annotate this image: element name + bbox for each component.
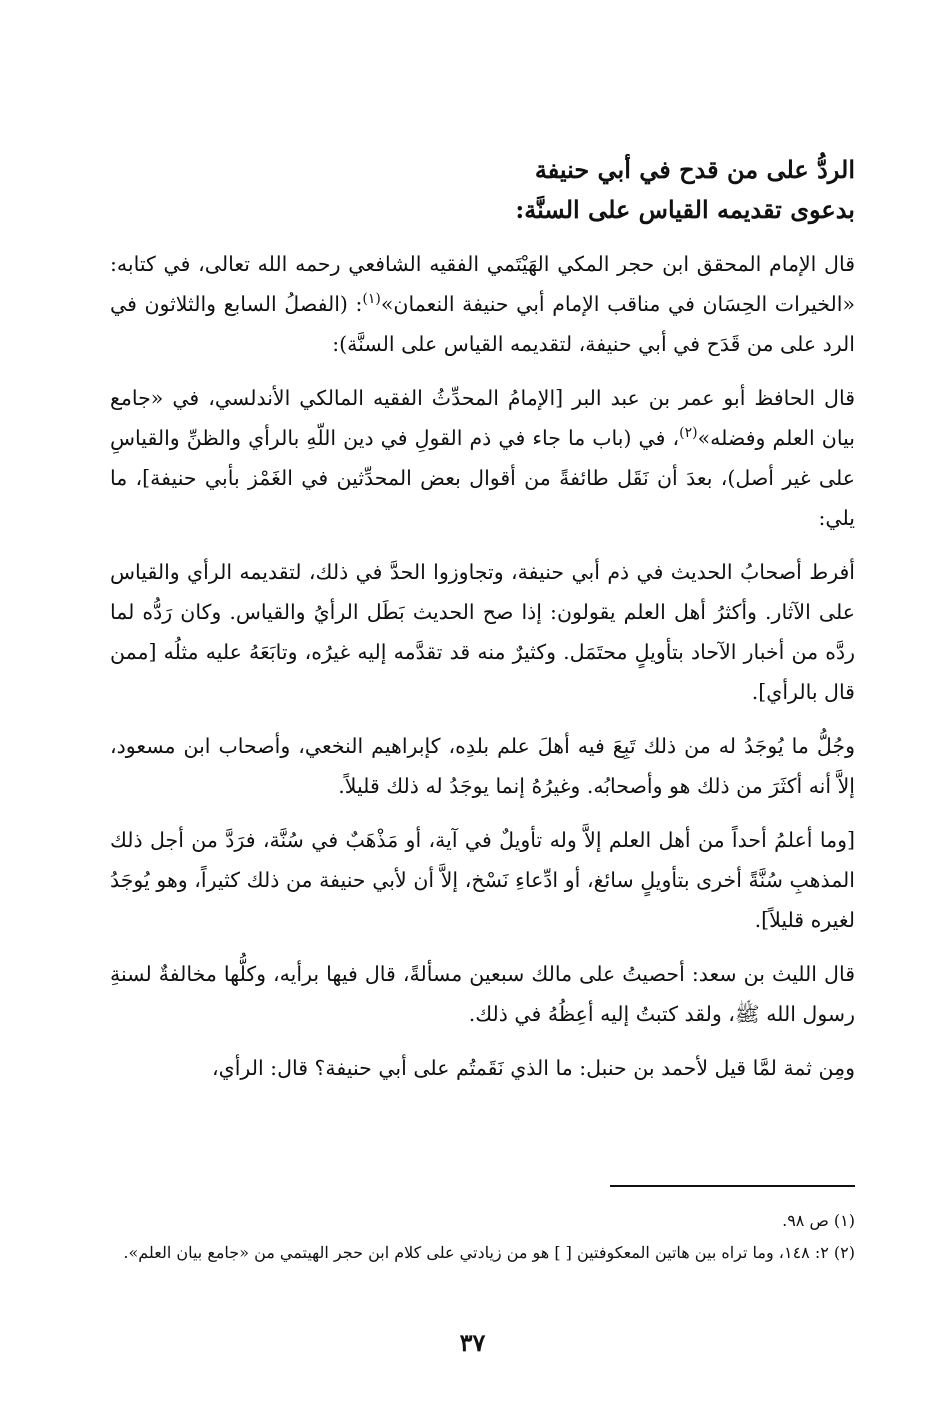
paragraph-1-text-b: : (الفصلُ السابع والثلاثون في الرد على من قَدَح في أبي حنيفة، لتقديمه القياس على السنَّة): — [110, 292, 855, 356]
paragraph-4: وجُلُّ ما يُوجَدُ له من ذلك تَبِعَ فيه أهلَ علم بلدِه، كإبراهيم النخعي، وأصحاب ابن مسعود، إلاَّ أنه أكثَرَ من ذلك هو وأصحابُه. وغيرُهُ إنما يوجَدُ له ذلك قليلاً. — [110, 734, 855, 798]
paragraph-2 — [110, 378, 855, 538]
paragraph-6: قال الليث بن سعد: أحصيتُ على مالك سبعين مسألةً، قال فيها برأيه، وكلُّها مخالفةٌ لسنةِ رسول الله ﷺ، ولقد كتبتُ إليه أعِظُهُ في ذلك. — [110, 962, 855, 1026]
paragraph-2-text-b: ، في (باب ما جاء في ذم القولِ في دين اللّهِ بالرأي والظنِّ والقياسِ على غير أصل)، بعدَ أن نَقَل طائفةً من أقوال بعض المحدِّثين في الغَمْز بأبي حنيفة]، ما يلي: — [110, 426, 855, 530]
footnote-divider — [610, 1185, 855, 1187]
footnote-ref-1: (١) — [362, 291, 381, 308]
section-heading — [110, 150, 855, 230]
heading-line-1: الردُّ على من قدح في أبي حنيفة — [534, 155, 855, 184]
paragraph-7: ومِن ثمة لمَّا قيل لأحمد بن حنبل: ما الذي نَقَمتُم على أبي حنيفة؟ قال: الرأي، — [212, 1056, 855, 1080]
paragraph-1 — [110, 244, 855, 364]
footnotes — [110, 1205, 855, 1269]
footnote-ref-2: (٢) — [679, 425, 698, 442]
footnote-1: (١) ص ٩٨. — [782, 1211, 855, 1230]
paragraph-5: [وما أعلمُ أحداً من أهل العلم إلاَّ وله تأويلٌ في آية، أو مَذْهَبٌ في سُنَّة، فرَدَّ من أجل ذلك المذهبِ سُنَّةً أخرى بتأويلٍ سائغ، أو ادِّعاءِ نَسْخ، إلاَّ أن لأبي حنيفة من ذلك كثيراً، وهو يُوجَدُ لغيره قليلاً]. — [110, 828, 855, 932]
page-number: ٣٧ — [459, 1328, 486, 1357]
page-body — [110, 150, 855, 1102]
paragraph-2-text-a: قال الحافظ أبو عمر بن عبد البر [الإمامُ المحدِّثُ الفقيه المالكي الأندلسي، في «جامع بيان العلم وفضله» — [110, 386, 855, 450]
paragraph-1-text-a: قال الإمام المحقق ابن حجر المكي الهَيْتَمي الفقيه الشافعي رحمه الله تعالى، في كتابه: «الخيرات الحِسَان في مناقب الإمام أبي حنيفة النعمان» — [110, 252, 855, 316]
footnote-2: (٢) ٢: ١٤٨، وما تراه بين هاتين المعكوفتين [ ] هو من زيادتي على كلام ابن حجر الهيتمي من «جامع بيان العلم». — [123, 1243, 855, 1262]
paragraph-3: أفرط أصحابُ الحديث في ذم أبي حنيفة، وتجاوزوا الحدَّ في ذلك، لتقديمه الرأي والقياس على الآثار. وأكثرُ أهل العلم يقولون: إذا صح الحديث بَطَل الرأيُ والقياس. وكان رَدُّه لما ردَّه من أخبار الآحاد بتأويلٍ محتَمَل. وكثيرٌ منه قد تقدَّمه إليه غيرُه، وتابَعَهُ عليه مثلُه [ممن قال بالرأي]. — [110, 560, 855, 704]
heading-line-2: بدعوى تقديمه القياس على السنَّة: — [515, 195, 855, 224]
